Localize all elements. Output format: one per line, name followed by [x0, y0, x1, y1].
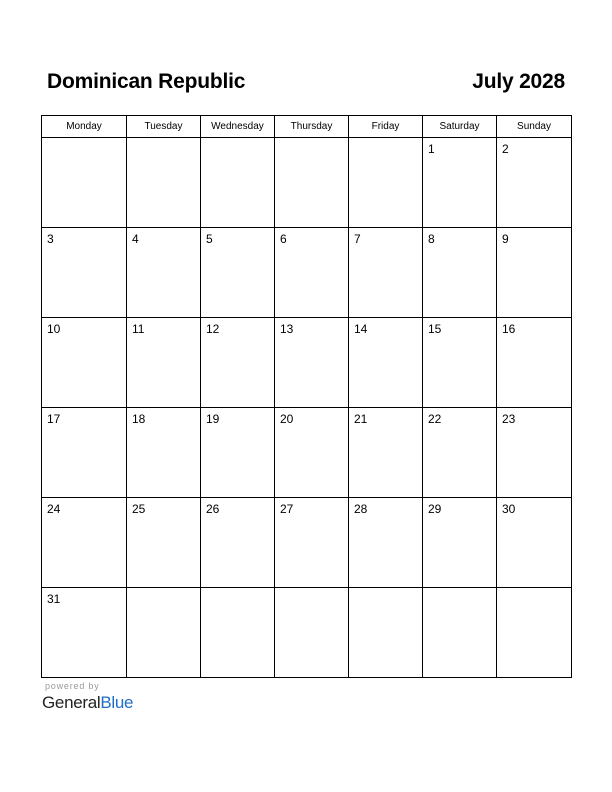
day-cell	[497, 498, 572, 588]
day-cell	[127, 408, 201, 498]
day-number	[201, 588, 274, 592]
day-cell	[42, 588, 127, 678]
weekday-header: Saturday	[423, 116, 497, 138]
week-row	[42, 408, 572, 498]
week-row	[42, 588, 572, 678]
day-number: 23	[502, 412, 516, 426]
day-cell	[127, 318, 201, 408]
day-number: 3	[47, 232, 54, 246]
day-number	[497, 588, 571, 592]
day-cell	[201, 588, 275, 678]
day-cell	[349, 408, 423, 498]
day-number: 30	[502, 502, 516, 516]
day-cell	[201, 138, 275, 228]
day-cell	[201, 228, 275, 318]
day-number: 7	[354, 232, 361, 246]
day-cell	[42, 138, 127, 228]
day-number	[275, 138, 348, 142]
day-cell	[497, 408, 572, 498]
day-number: 25	[132, 502, 146, 516]
day-number: 2	[502, 142, 509, 156]
logo-general-text: General	[42, 693, 101, 712]
weekday-header-row	[42, 116, 572, 138]
day-cell	[423, 408, 497, 498]
day-number: 24	[47, 502, 61, 516]
day-number: 12	[206, 322, 220, 336]
weekday-header: Friday	[349, 116, 423, 138]
month-title: July 2028	[472, 70, 565, 93]
day-number: 15	[428, 322, 442, 336]
country-title: Dominican Republic	[47, 70, 246, 93]
week-row	[42, 318, 572, 408]
day-cell	[497, 228, 572, 318]
day-number	[349, 588, 422, 592]
day-cell	[349, 138, 423, 228]
day-cell	[201, 498, 275, 588]
day-number: 28	[354, 502, 368, 516]
day-cell	[275, 588, 349, 678]
day-cell	[497, 588, 572, 678]
day-cell	[423, 588, 497, 678]
day-cell	[275, 138, 349, 228]
day-number	[42, 138, 126, 142]
day-number: 20	[280, 412, 294, 426]
day-cell	[127, 498, 201, 588]
day-cell	[127, 588, 201, 678]
day-number: 21	[354, 412, 368, 426]
day-number: 16	[502, 322, 516, 336]
day-number: 5	[206, 232, 213, 246]
day-cell	[42, 318, 127, 408]
day-cell	[275, 408, 349, 498]
calendar-grid	[41, 115, 572, 678]
day-cell	[423, 228, 497, 318]
weekday-header: Sunday	[497, 116, 572, 138]
day-cell	[42, 498, 127, 588]
day-number: 10	[47, 322, 61, 336]
day-number	[201, 138, 274, 142]
day-cell	[42, 408, 127, 498]
powered-by-label: powered by	[45, 681, 100, 691]
day-cell	[423, 138, 497, 228]
day-number: 31	[47, 592, 61, 606]
weekday-header: Wednesday	[201, 116, 275, 138]
day-cell	[42, 228, 127, 318]
day-number	[349, 138, 422, 142]
day-cell	[275, 228, 349, 318]
day-number	[127, 588, 200, 592]
day-cell	[497, 318, 572, 408]
day-number: 11	[132, 322, 145, 336]
day-cell	[275, 318, 349, 408]
weekday-header: Monday	[42, 116, 127, 138]
day-cell	[349, 498, 423, 588]
day-cell	[349, 588, 423, 678]
day-cell	[349, 318, 423, 408]
day-number: 19	[206, 412, 220, 426]
day-number: 29	[428, 502, 442, 516]
day-number: 18	[132, 412, 146, 426]
weekday-header: Tuesday	[127, 116, 201, 138]
day-cell	[201, 408, 275, 498]
day-cell	[349, 228, 423, 318]
day-cell	[201, 318, 275, 408]
day-number: 22	[428, 412, 442, 426]
day-number: 1	[428, 142, 435, 156]
generalblue-logo[interactable]	[42, 693, 133, 713]
day-cell	[423, 498, 497, 588]
logo-blue-text: Blue	[100, 693, 134, 712]
day-number: 17	[47, 412, 61, 426]
day-number: 4	[132, 232, 139, 246]
day-cell	[497, 138, 572, 228]
week-row	[42, 228, 572, 318]
weekday-header: Thursday	[275, 116, 349, 138]
week-row	[42, 138, 572, 228]
day-number: 6	[280, 232, 287, 246]
day-number	[127, 138, 200, 142]
day-number: 14	[354, 322, 368, 336]
day-number: 27	[280, 502, 294, 516]
day-number: 8	[428, 232, 435, 246]
day-cell	[127, 228, 201, 318]
day-cell	[275, 498, 349, 588]
day-cell	[127, 138, 201, 228]
day-number: 9	[502, 232, 509, 246]
day-number: 13	[280, 322, 294, 336]
day-number: 26	[206, 502, 220, 516]
week-row	[42, 498, 572, 588]
day-number	[275, 588, 348, 592]
day-cell	[423, 318, 497, 408]
day-number	[423, 588, 496, 592]
